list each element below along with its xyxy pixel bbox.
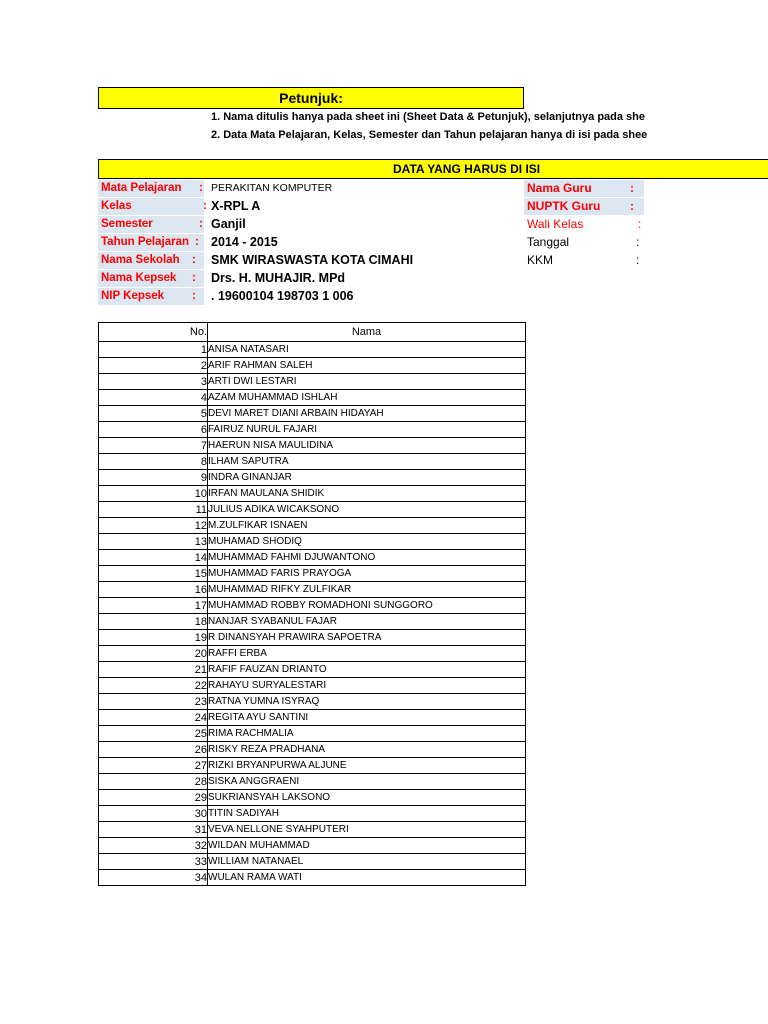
student-name[interactable]: JULIUS ADIKA WICAKSONO (208, 502, 526, 518)
colon: : (199, 182, 203, 194)
table-row (99, 518, 526, 534)
column-header-nama: Nama (208, 323, 526, 342)
student-name[interactable]: WILLIAM NATANAEL (208, 854, 526, 870)
table-row (99, 726, 526, 742)
row-number: 20 (99, 646, 208, 662)
row-number: 4 (99, 390, 208, 406)
colon: : (630, 181, 634, 195)
table-row (99, 790, 526, 806)
row-number: 25 (99, 726, 208, 742)
table-row (99, 502, 526, 518)
student-name[interactable]: RIMA RACHMALIA (208, 726, 526, 742)
row-number: 9 (99, 470, 208, 486)
label-kkm: KKM (527, 253, 554, 267)
table-row (99, 694, 526, 710)
table-row (99, 678, 526, 694)
colon: : (636, 235, 640, 249)
student-name[interactable]: ANISA NATASARI (208, 342, 526, 358)
row-number: 2 (99, 358, 208, 374)
student-name[interactable]: MUHAMMAD FAHMI DJUWANTONO (208, 550, 526, 566)
student-table (98, 322, 526, 886)
student-name[interactable]: MUHAMMAD FARIS PRAYOGA (208, 566, 526, 582)
row-number: 30 (99, 806, 208, 822)
student-name[interactable]: RAFIF FAUZAN DRIANTO (208, 662, 526, 678)
student-name[interactable]: MUHAMMAD ROBBY ROMADHONI SUNGGORO (208, 598, 526, 614)
row-number: 24 (99, 710, 208, 726)
value-tahun-pelajaran[interactable]: 2014 - 2015 (211, 235, 278, 249)
table-row (99, 774, 526, 790)
table-header-row (99, 323, 526, 342)
row-number: 34 (99, 870, 208, 886)
data-header (98, 159, 768, 179)
table-row (99, 806, 526, 822)
table-row (99, 630, 526, 646)
student-name[interactable]: WULAN RAMA WATI (208, 870, 526, 886)
colon: : (636, 253, 640, 267)
table-row (99, 374, 526, 390)
student-name[interactable]: ARTI DWI LESTARI (208, 374, 526, 390)
student-name[interactable]: ILHAM SAPUTRA (208, 454, 526, 470)
table-row (99, 838, 526, 854)
column-header-no: No. (99, 323, 208, 342)
label-nama-sekolah: Nama Sekolah (98, 252, 204, 269)
label-nama-kepsek: Nama Kepsek (98, 270, 204, 287)
row-number: 13 (99, 534, 208, 550)
student-name[interactable]: RATNA YUMNA ISYRAQ (208, 694, 526, 710)
row-number: 14 (99, 550, 208, 566)
table-row (99, 582, 526, 598)
student-name[interactable]: ARIF RAHMAN SALEH (208, 358, 526, 374)
label-nama-guru: Nama Guru (524, 180, 644, 197)
student-name[interactable]: FAIRUZ NURUL FAJARI (208, 422, 526, 438)
value-mata-pelajaran[interactable]: PERAKITAN KOMPUTER (211, 182, 333, 194)
row-number: 21 (99, 662, 208, 678)
instruction-line-2: 2. Data Mata Pelajaran, Kelas, Semester dan Tahun pelajaran hanya di isi pada shee (211, 129, 648, 141)
table-row (99, 342, 526, 358)
row-number: 8 (99, 454, 208, 470)
value-kelas[interactable]: X-RPL A (211, 199, 261, 213)
row-number: 3 (99, 374, 208, 390)
colon: : (195, 236, 199, 248)
student-name[interactable]: INDRA GINANJAR (208, 470, 526, 486)
colon: : (638, 217, 642, 231)
table-row (99, 710, 526, 726)
student-name[interactable]: REGITA AYU SANTINI (208, 710, 526, 726)
label-semester: Semester (98, 216, 204, 233)
student-name[interactable]: TITIN SADIYAH (208, 806, 526, 822)
value-nama-sekolah[interactable]: SMK WIRASWASTA KOTA CIMAHI (211, 253, 414, 267)
table-row (99, 406, 526, 422)
table-row (99, 614, 526, 630)
row-number: 22 (99, 678, 208, 694)
table-row (99, 486, 526, 502)
student-name[interactable]: SISKA ANGGRAENI (208, 774, 526, 790)
table-row (99, 358, 526, 374)
table-row (99, 822, 526, 838)
student-name[interactable]: NANJAR SYABANUL FAJAR (208, 614, 526, 630)
row-number: 12 (99, 518, 208, 534)
row-number: 32 (99, 838, 208, 854)
colon: : (192, 290, 196, 302)
student-name[interactable]: MUHAMAD SHODIQ (208, 534, 526, 550)
table-row (99, 438, 526, 454)
label-mata-pelajaran: Mata Pelajaran (98, 180, 204, 197)
label-kelas: Kelas (98, 198, 204, 215)
table-row (99, 598, 526, 614)
row-number: 23 (99, 694, 208, 710)
table-row (99, 390, 526, 406)
row-number: 11 (99, 502, 208, 518)
row-number: 33 (99, 854, 208, 870)
colon: : (192, 254, 196, 266)
table-row (99, 470, 526, 486)
label-tahun-pelajaran: Tahun Pelajaran (98, 234, 204, 251)
student-table-body (99, 342, 526, 886)
table-row (99, 758, 526, 774)
table-row (99, 454, 526, 470)
value-nama-kepsek[interactable]: Drs. H. MUHAJIR. MPd (211, 271, 346, 285)
row-number: 26 (99, 742, 208, 758)
row-number: 5 (99, 406, 208, 422)
student-name[interactable]: HAERUN NISA MAULIDINA (208, 438, 526, 454)
table-row (99, 550, 526, 566)
row-number: 6 (99, 422, 208, 438)
row-number: 10 (99, 486, 208, 502)
student-name[interactable]: RAFFI ERBA (208, 646, 526, 662)
table-row (99, 646, 526, 662)
table-row (99, 534, 526, 550)
row-number: 18 (99, 614, 208, 630)
student-name[interactable]: AZAM MUHAMMAD ISHLAH (208, 390, 526, 406)
table-row (99, 422, 526, 438)
data-header-label: DATA YANG HARUS DI ISI (393, 162, 541, 176)
row-number: 31 (99, 822, 208, 838)
student-name[interactable]: RIZKI BRYANPURWA ALJUNE (208, 758, 526, 774)
row-number: 7 (99, 438, 208, 454)
row-number: 1 (99, 342, 208, 358)
table-row (99, 662, 526, 678)
student-name[interactable]: R DINANSYAH PRAWIRA SAPOETRA (208, 630, 526, 646)
row-number: 17 (99, 598, 208, 614)
value-nip-kepsek[interactable]: . 19600104 198703 1 006 (211, 289, 354, 303)
colon: : (630, 199, 634, 213)
instruction-line-1: 1. Nama ditulis hanya pada sheet ini (Sheet Data & Petunjuk), selanjutnya pada she (211, 111, 646, 123)
table-row (99, 854, 526, 870)
label-wali-kelas: Wali Kelas (527, 217, 584, 231)
value-semester[interactable]: Ganjil (211, 217, 246, 231)
row-number: 15 (99, 566, 208, 582)
row-number: 19 (99, 630, 208, 646)
student-name[interactable]: VEVA NELLONE SYAHPUTERI (208, 822, 526, 838)
row-number: 28 (99, 774, 208, 790)
student-name[interactable]: DEVI MARET DIANI ARBAIN HIDAYAH (208, 406, 526, 422)
student-name[interactable]: WILDAN MUHAMMAD (208, 838, 526, 854)
colon: : (203, 200, 207, 212)
colon: : (192, 272, 196, 284)
student-name[interactable]: RAHAYU SURYALESTARI (208, 678, 526, 694)
student-name[interactable]: IRFAN MAULANA SHIDIK (208, 486, 526, 502)
colon: : (199, 218, 203, 230)
student-name[interactable]: SUKRIANSYAH LAKSONO (208, 790, 526, 806)
student-name[interactable]: MUHAMMAD RIFKY ZULFIKAR (208, 582, 526, 598)
table-row (99, 566, 526, 582)
label-tanggal: Tanggal (527, 235, 570, 249)
petunjuk-title: Petunjuk: (98, 87, 524, 109)
row-number: 27 (99, 758, 208, 774)
student-name[interactable]: RISKY REZA PRADHANA (208, 742, 526, 758)
table-row (99, 870, 526, 886)
label-nuptk-guru: NUPTK Guru (524, 198, 644, 215)
row-number: 16 (99, 582, 208, 598)
label-nip-kepsek: NIP Kepsek (98, 288, 204, 305)
student-name[interactable]: M.ZULFIKAR ISNAEN (208, 518, 526, 534)
row-number: 29 (99, 790, 208, 806)
table-row (99, 742, 526, 758)
